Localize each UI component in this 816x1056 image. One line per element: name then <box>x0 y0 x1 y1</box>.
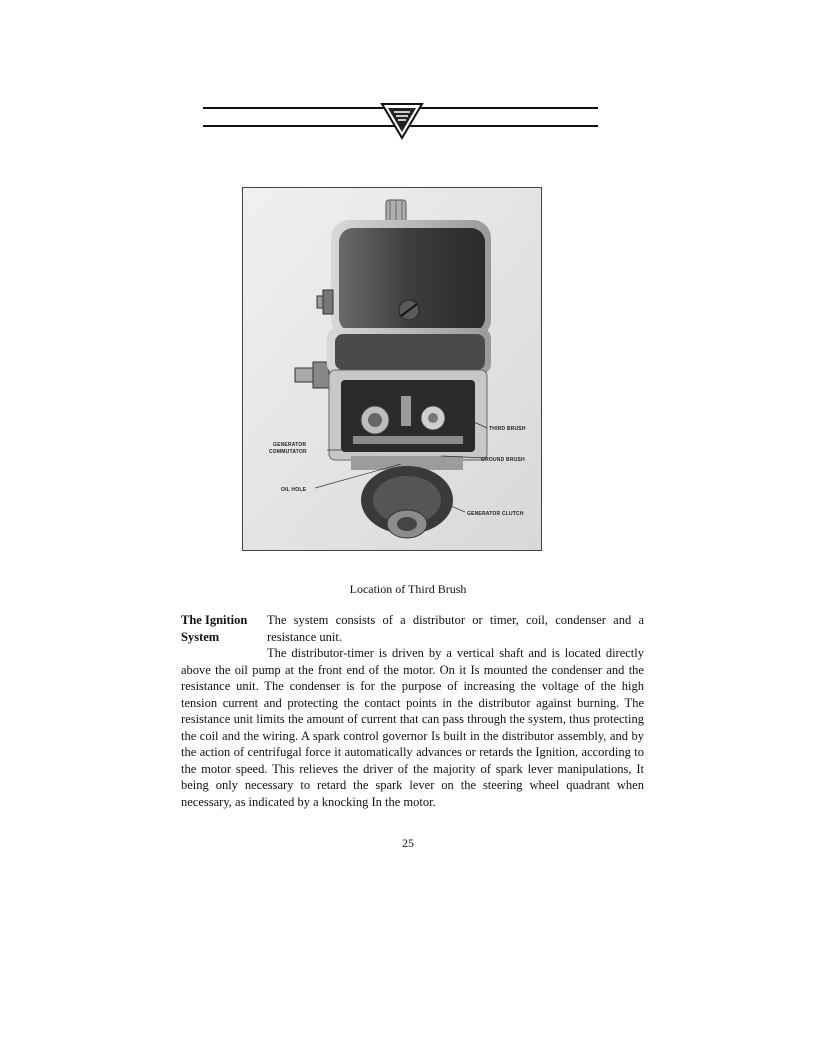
triangular-emblem-icon <box>380 100 424 140</box>
callout-generator-commutator-line2: COMMUTATOR <box>269 449 307 455</box>
page-number: 25 <box>402 836 414 850</box>
section-heading <box>181 612 265 646</box>
section-lead-paragraph: The system consists of a distributor or timer, coil, condenser and a resistance unit. <box>267 613 644 644</box>
figure-caption: Location of Third Brush <box>349 582 467 596</box>
section-body-paragraph: The distributor-timer is driven by a vertical shaft and is located directly above the oil pump at the front end of the motor. On it Is mounted the condenser and the resistance unit. The condenser is for the purpose of increasing the voltage of the high tension current and protecting the contact points in the distributor against burning. The resistance unit limits the amount of current that can pass through the system, thus protecting the coil and the wiring. A spark control governor Is built in the distributor assembly, and by the action of centrifugal force it automatically advances or retards the Ignition, according to the motor speed. This relieves the driver of the majority of spark lever manipulations, It being only necessary to retard the spark lever on the steering wheel quadrant when necessary, as indicated by a knocking In the motor. <box>181 646 644 809</box>
section-heading-line1: The Ignition <box>181 613 248 627</box>
callout-third-brush: THIRD BRUSH <box>489 426 526 432</box>
callout-oil-hole: OIL HOLE <box>281 487 307 493</box>
generator-photo <box>242 187 542 551</box>
section-heading-line2: System <box>181 630 220 644</box>
callout-generator-commutator-line1: GENERATOR <box>273 442 307 448</box>
callout-generator-clutch: GENERATOR CLUTCH <box>467 511 524 517</box>
callout-ground-brush: GROUND BRUSH <box>481 457 525 463</box>
generator-illustration <box>243 188 541 550</box>
